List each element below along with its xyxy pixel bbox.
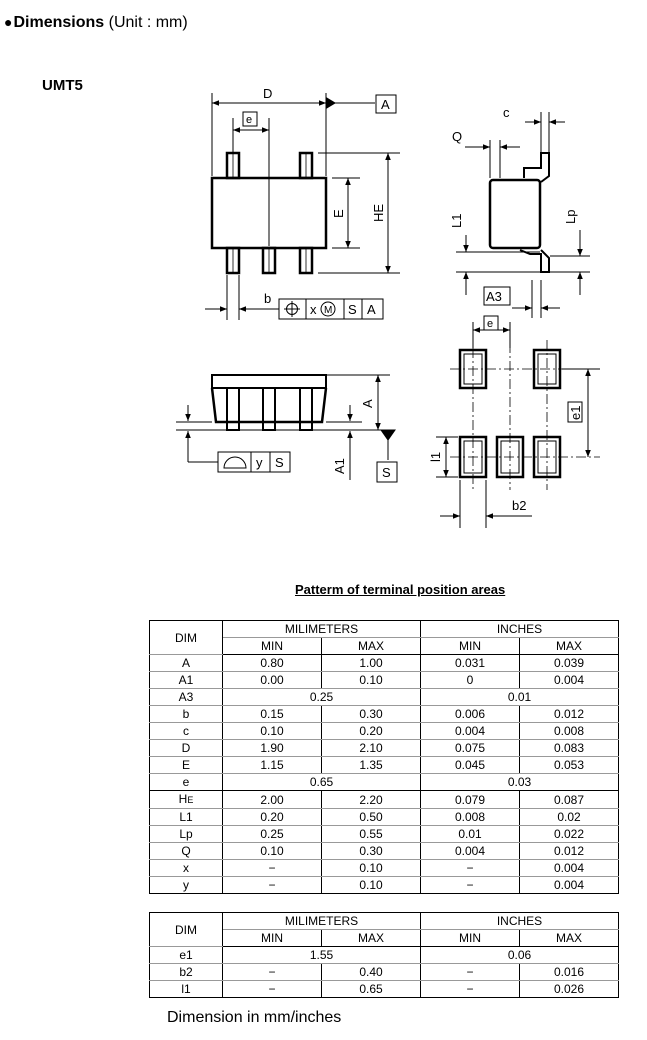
header-row bbox=[150, 621, 619, 638]
mm-value-cell: 1.55 bbox=[223, 947, 421, 964]
inch-min-cell: 0.079 bbox=[421, 791, 520, 809]
section-header bbox=[4, 14, 188, 32]
dim-cell: b bbox=[150, 706, 223, 723]
inch-max-cell: 0.087 bbox=[520, 791, 619, 809]
label-A: A bbox=[367, 302, 376, 317]
label-A3: A3 bbox=[486, 289, 502, 304]
inch-max-cell: 0.008 bbox=[520, 723, 619, 740]
min-header: MIN bbox=[223, 930, 322, 947]
mm-max-cell: 0.10 bbox=[322, 877, 421, 894]
inch-max-cell: 0.039 bbox=[520, 655, 619, 672]
inch-value-cell: 0.06 bbox=[421, 947, 619, 964]
table-row bbox=[150, 964, 619, 981]
label-A-datum: A bbox=[381, 97, 390, 112]
mm-max-cell: 0.30 bbox=[322, 706, 421, 723]
mm-max-cell: 0.55 bbox=[322, 826, 421, 843]
mm-min-cell: 0.10 bbox=[223, 723, 322, 740]
inch-max-cell: 0.026 bbox=[520, 981, 619, 998]
dim-cell: A3 bbox=[150, 689, 223, 706]
table-row bbox=[150, 689, 619, 706]
millimeters-header: MILIMETERS bbox=[223, 913, 421, 930]
label-Q: Q bbox=[452, 129, 463, 144]
dim-cell: A bbox=[150, 655, 223, 672]
label-x: x bbox=[310, 302, 317, 317]
inch-min-cell: 0.01 bbox=[421, 826, 520, 843]
inch-max-cell: 0.004 bbox=[520, 877, 619, 894]
table-row bbox=[150, 655, 619, 672]
mm-min-cell: − bbox=[223, 877, 322, 894]
max-header: MAX bbox=[322, 638, 421, 655]
max-header: MAX bbox=[322, 930, 421, 947]
inch-max-cell: 0.004 bbox=[520, 860, 619, 877]
inch-max-cell: 0.02 bbox=[520, 809, 619, 826]
mm-min-cell: − bbox=[223, 964, 322, 981]
inch-min-cell: − bbox=[421, 860, 520, 877]
table-row bbox=[150, 877, 619, 894]
min-header: MIN bbox=[421, 930, 520, 947]
mm-min-cell: 0.20 bbox=[223, 809, 322, 826]
dim-cell: E bbox=[150, 757, 223, 774]
inch-max-cell: 0.012 bbox=[520, 843, 619, 860]
pattern-caption: Patterm of terminal position areas bbox=[295, 582, 506, 597]
label-e1: e1 bbox=[568, 405, 583, 420]
dim-cell: x bbox=[150, 860, 223, 877]
mm-value-cell: 0.65 bbox=[223, 774, 421, 791]
inch-min-cell: − bbox=[421, 964, 520, 981]
inch-max-cell: 0.083 bbox=[520, 740, 619, 757]
package-drawing bbox=[170, 85, 630, 530]
table-row bbox=[150, 723, 619, 740]
label-D: D bbox=[263, 86, 273, 101]
label-b: b bbox=[264, 291, 272, 306]
mm-min-cell: − bbox=[223, 860, 322, 877]
inch-min-cell: 0.075 bbox=[421, 740, 520, 757]
label-A-height: A bbox=[360, 399, 375, 408]
dim-cell: e bbox=[150, 774, 223, 791]
inch-min-cell: 0.045 bbox=[421, 757, 520, 774]
table-row bbox=[150, 843, 619, 860]
label-S-datum: S bbox=[382, 465, 391, 480]
bullet-icon: ● bbox=[4, 14, 13, 30]
label-e-pattern: e bbox=[487, 318, 494, 330]
table-row bbox=[150, 826, 619, 843]
dim-cell: Q bbox=[150, 843, 223, 860]
min-header: MIN bbox=[421, 638, 520, 655]
mm-min-cell: 0.25 bbox=[223, 826, 322, 843]
table-row bbox=[150, 947, 619, 964]
table-row bbox=[150, 672, 619, 689]
inch-max-cell: 0.004 bbox=[520, 672, 619, 689]
dim-header: DIM bbox=[150, 621, 223, 655]
unit-label: (Unit : mm) bbox=[108, 14, 188, 31]
label-l1: l1 bbox=[428, 451, 443, 462]
footer-note: Dimension in mm/inches bbox=[167, 1009, 342, 1026]
inch-max-cell: 0.053 bbox=[520, 757, 619, 774]
max-header: MAX bbox=[520, 638, 619, 655]
label-E: E bbox=[331, 209, 346, 218]
mm-max-cell: 1.00 bbox=[322, 655, 421, 672]
dim-cell: D bbox=[150, 740, 223, 757]
mm-max-cell: 0.50 bbox=[322, 809, 421, 826]
mm-max-cell: 2.10 bbox=[322, 740, 421, 757]
mm-max-cell: 0.10 bbox=[322, 860, 421, 877]
inch-min-cell: 0.031 bbox=[421, 655, 520, 672]
dim-cell: b2 bbox=[150, 964, 223, 981]
mm-max-cell: 0.20 bbox=[322, 723, 421, 740]
dim-cell: A1 bbox=[150, 672, 223, 689]
label-b2: b2 bbox=[512, 498, 527, 513]
mm-max-cell: 2.20 bbox=[322, 791, 421, 809]
mm-value-cell: 0.25 bbox=[223, 689, 421, 706]
land-pattern-table bbox=[149, 912, 619, 998]
mm-max-cell: 0.30 bbox=[322, 843, 421, 860]
table-row bbox=[150, 791, 619, 809]
table-row bbox=[150, 860, 619, 877]
label-y: y bbox=[256, 455, 263, 470]
inches-header: INCHES bbox=[421, 621, 619, 638]
mm-min-cell: 1.90 bbox=[223, 740, 322, 757]
inch-min-cell: 0.006 bbox=[421, 706, 520, 723]
mm-min-cell: 2.00 bbox=[223, 791, 322, 809]
dim-cell: c bbox=[150, 723, 223, 740]
label-S-frame: S bbox=[275, 455, 284, 470]
inch-min-cell: − bbox=[421, 981, 520, 998]
dimensions-table bbox=[149, 620, 619, 894]
table-row bbox=[150, 757, 619, 774]
table-row bbox=[150, 740, 619, 757]
dim-cell: y bbox=[150, 877, 223, 894]
mm-max-cell: 0.10 bbox=[322, 672, 421, 689]
mm-max-cell: 0.40 bbox=[322, 964, 421, 981]
inch-min-cell: − bbox=[421, 877, 520, 894]
inch-min-cell: 0.008 bbox=[421, 809, 520, 826]
dim-cell: l1 bbox=[150, 981, 223, 998]
inch-value-cell: 0.03 bbox=[421, 774, 619, 791]
inch-max-cell: 0.022 bbox=[520, 826, 619, 843]
label-e: e bbox=[246, 114, 253, 126]
mm-min-cell: 1.15 bbox=[223, 757, 322, 774]
header-row bbox=[150, 913, 619, 930]
table-row bbox=[150, 809, 619, 826]
max-header: MAX bbox=[520, 930, 619, 947]
label-L1: L1 bbox=[449, 213, 464, 228]
dim-cell: e1 bbox=[150, 947, 223, 964]
label-c: c bbox=[503, 105, 510, 120]
inch-min-cell: 0 bbox=[421, 672, 520, 689]
label-Lp: Lp bbox=[563, 209, 578, 224]
table-row bbox=[150, 706, 619, 723]
label-M: M bbox=[324, 305, 333, 316]
inch-min-cell: 0.004 bbox=[421, 843, 520, 860]
min-header: MIN bbox=[223, 638, 322, 655]
inch-min-cell: 0.004 bbox=[421, 723, 520, 740]
mm-max-cell: 1.35 bbox=[322, 757, 421, 774]
inch-max-cell: 0.016 bbox=[520, 964, 619, 981]
table-row bbox=[150, 981, 619, 998]
label-HE: HE bbox=[371, 203, 386, 222]
section-title: Dimensions bbox=[13, 14, 105, 31]
inches-header: INCHES bbox=[421, 913, 619, 930]
millimeters-header: MILIMETERS bbox=[223, 621, 421, 638]
label-S: S bbox=[348, 302, 357, 317]
mm-min-cell: − bbox=[223, 981, 322, 998]
mm-min-cell: 0.10 bbox=[223, 843, 322, 860]
package-name: UMT5 bbox=[42, 77, 83, 94]
dim-cell: L1 bbox=[150, 809, 223, 826]
dim-cell: HE bbox=[150, 791, 223, 809]
inch-max-cell: 0.012 bbox=[520, 706, 619, 723]
mm-min-cell: 0.15 bbox=[223, 706, 322, 723]
mm-min-cell: 0.80 bbox=[223, 655, 322, 672]
mm-min-cell: 0.00 bbox=[223, 672, 322, 689]
dim-header: DIM bbox=[150, 913, 223, 947]
inch-value-cell: 0.01 bbox=[421, 689, 619, 706]
mm-max-cell: 0.65 bbox=[322, 981, 421, 998]
dim-cell: Lp bbox=[150, 826, 223, 843]
table-row bbox=[150, 774, 619, 791]
label-A1: A1 bbox=[332, 458, 347, 474]
